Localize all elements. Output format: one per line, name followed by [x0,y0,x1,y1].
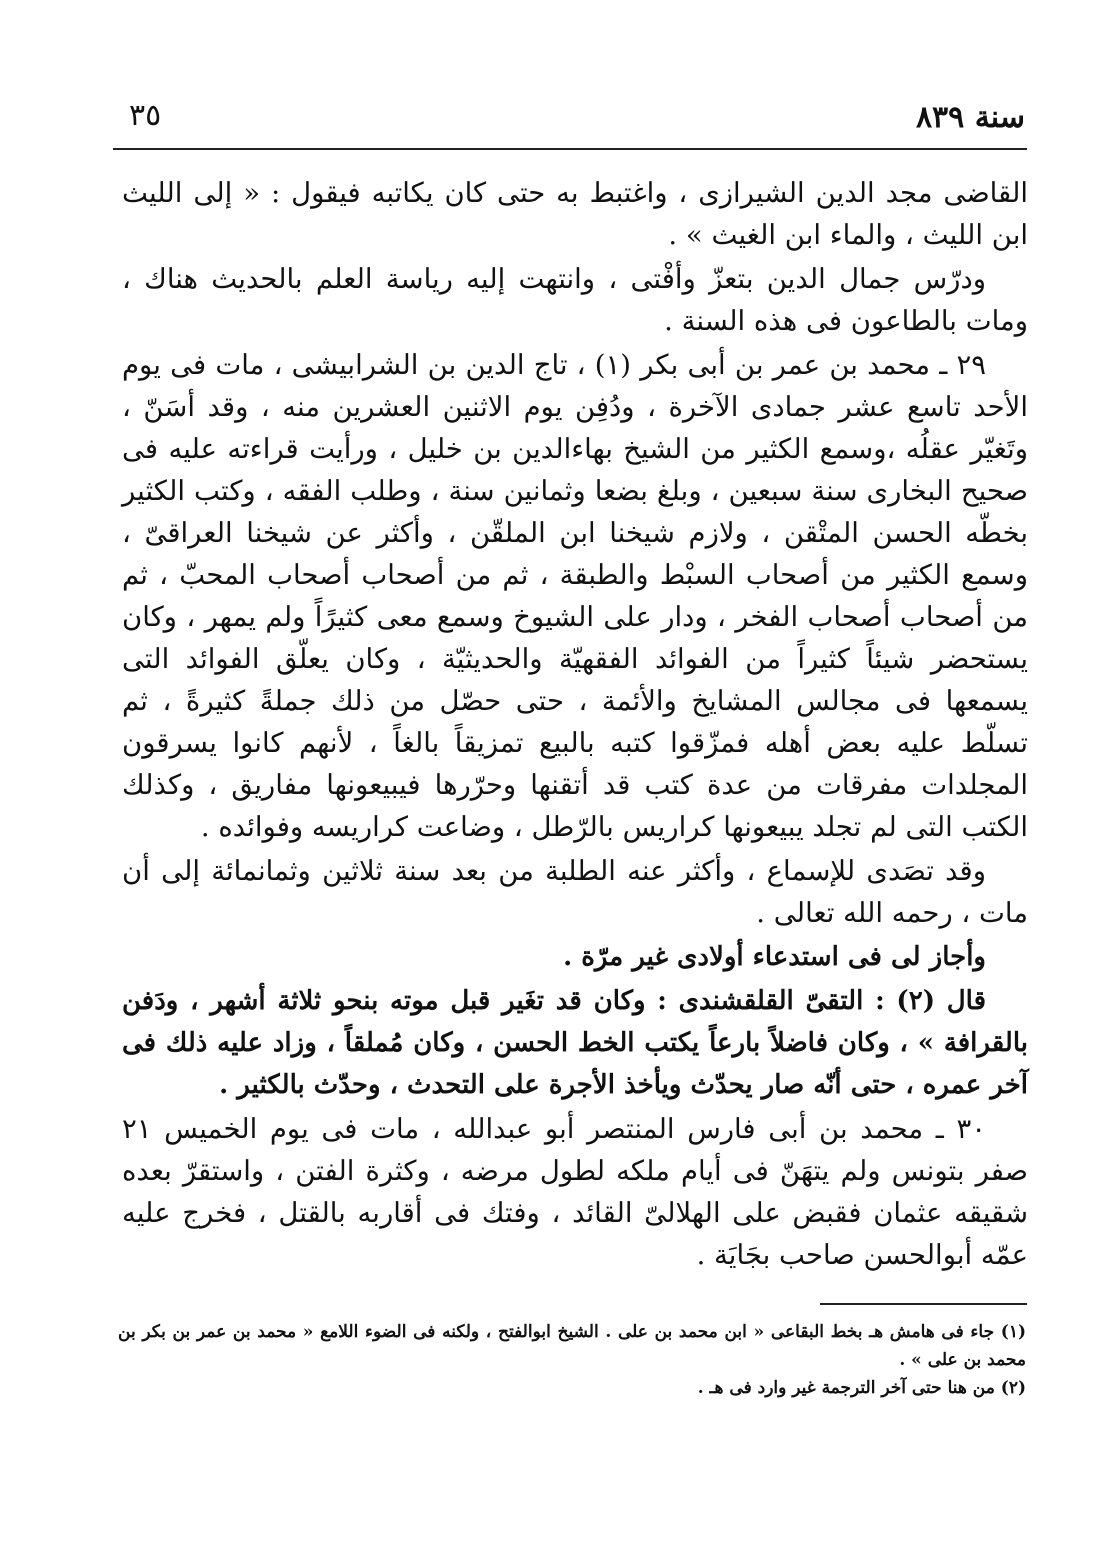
footnote: (١) جاء فى هامش هـ بخط البقاعى « ابن محمد بن على . الشيخ ابوالفتح ، ولكنه فى الضوء اللامع « محمد بن عمر بن بكر بن محمد بن على » . [118,1322,1026,1370]
running-title: سنة ٨٣٩ [915,100,1025,135]
paragraph: ودرّس جمال الدين بتعزّ وأفْتى ، وانتهت إليه رياسة العلم بالحديث هناك ، ومات بالطاعون فى هذه السنة . [122,263,1028,337]
footnotes [118,1318,1026,1402]
footnote: (٢) من هنا حتى آخر الترجمة غير وارد فى هـ . [697,1378,1026,1398]
page-header [115,96,1025,146]
main-text [122,172,1028,1278]
paragraph: قال (٢) : التقىّ القلقشندى : وكان قد تغَير قبل موته بنحو ثلاثة أشهر ، ودَفن بالقرافة » ، وكان فاضلاً بارعاً يكتب الخط الحسن ، وكان مُملقاً ، وزاد عليه ذلك فى آخر عمره ، حتى أنّه صار يحدّث ويأخذ الأجرة على التحدث ، وحدّث بالكثير . [122,986,1028,1100]
paragraph: وقد تصَدى للإسماع ، وأكثر عنه الطلبة من بعد سنة ثلاثين وثمانمائة إلى أن مات ، رحمه الله تعالى . [122,855,1028,929]
page-number: ٣٥ [129,98,162,133]
paragraph: القاضى مجد الدين الشيرازى ، واغتبط به حتى كان يكاتبه فيقول : « إلى الليث ابن الليث ، والماء ابن الغيث » . [122,177,1028,251]
biography-entry: ٢٩ ـ محمد بن عمر بن أبى بكر (١) ، تاج الدين بن الشرابيشى ، مات فى يوم الأحد تاسع عشر جمادى الآخرة ، ودُفِن يوم الاثنين العشرين منه ، وقد أسَنّ ، وتَغيّر عقلُه ،وسمع الكثير من الشيخ بهاءالدين بن خليل ، ورأيت قراءته عليه فى صحيح البخارى سنة سبعين ، وبلغ بضعا وثمانين سنة ، وطلب الفقه ، وكتب الكثير بخطّه الحسن المتْقن ، ولازم شيخنا ابن الملقّن ، وأكثر عن شيخنا العراقىّ ، وسمع الكثير من أصحاب السبْط والطبقة ، ثم من أصحاب أصحاب المحبّ ، ثم من أصحاب أصحاب الفخر ، ودار على الشيوخ وسمع معى كثيرًاً ولم يمهر ، وكان يستحضر شيئاً كثيراً من الفوائد الفقهيّة والحديثيّة ، وكان يعلّق الفوائد التى يسمعها فى مجالس المشايخ والأئمة ، حتى حصّل من ذلك جملةً كثيرةً ، ثم تسلّط عليه بعض أهله فمزّقوا كتبه بالبيع تمزيقاً بالغاً ، لأنهم كانوا يسرقون المجلدات مفرقات من عدة كتب قد أتقنها وحرّرها فيبيعونها مفاريق ، وكذلك الكتب التى لم تجلد يبيعونها كراريس بالرّطل ، وضاعت كراريسه وفوائده . [122,349,1028,843]
header-rule [113,148,1027,150]
footnote-rule [820,1303,1027,1305]
biography-entry: ٣٠ ـ محمد بن أبى فارس المنتصر أبو عبدالله ، مات فى يوم الخميس ٢١ صفر بتونس ولم يتهَنّ فى أيام ملكه لطول مرضه ، وكثرة الفتن ، واستقرّ بعده شقيقه عثمان فقبض على الهلالىّ القائد ، وفتك فى أقاربه بالقتل ، فخرج عليه عمّه أبوالحسن صاحب بجَايَة . [122,1113,1028,1271]
paragraph: وأجاز لى فى استدعاء أولادى غير مرّة . [563,942,986,972]
